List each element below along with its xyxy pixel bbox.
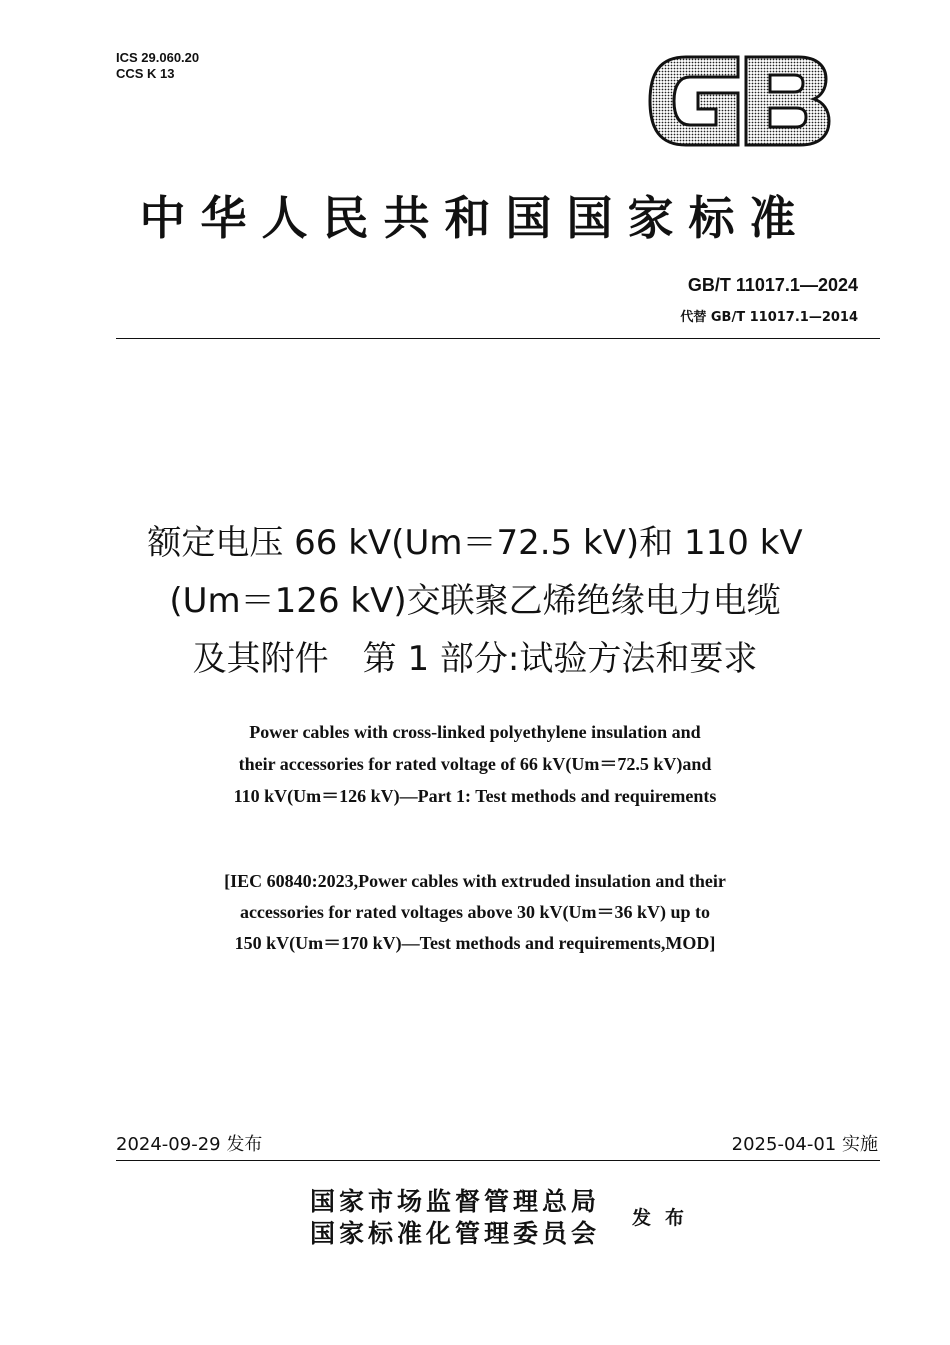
bottom-divider [116, 1160, 880, 1161]
issue-date: 2024-09-29 发布 [116, 1134, 263, 1155]
replaces-standard: 代替 GB/T 11017.1—2014 [680, 310, 858, 325]
iec-reference-line-3: 150 kV(Um＝170 kV)—Test methods and requirements,MOD] [234, 933, 716, 953]
classification-codes [116, 50, 199, 82]
english-title [0, 716, 950, 812]
english-title-line-3: 110 kV(Um＝126 kV)—Part 1: Test methods and requirements [233, 786, 717, 806]
standard-category-title: 中华人民共和国国家标准 [139, 191, 811, 245]
chinese-title [0, 514, 950, 688]
standard-number: GB/T 11017.1—2024 [687, 275, 858, 295]
iec-reference-line-1: [IEC 60840:2023,Power cables with extruded insulation and their [224, 871, 726, 891]
chinese-title-line-3: 及其附件 第 1 部分:试验方法和要求 [192, 639, 758, 679]
issuer-samr: 国家市场监督管理总局 [310, 1187, 601, 1216]
iec-reference [0, 866, 950, 959]
english-title-line-2: their accessories for rated voltage of 66 kV(Um＝72.5 kV)and [238, 754, 712, 774]
issuing-authorities [310, 1186, 600, 1250]
publish-label: 发布 [632, 1207, 699, 1229]
ics-code: ICS 29.060.20 [116, 50, 200, 65]
gb-standard-logo [646, 55, 832, 147]
ccs-code: CCS K 13 [116, 66, 175, 81]
implementation-date: 2025-04-01 实施 [731, 1134, 878, 1155]
chinese-title-line-1: 额定电压 66 kV(Um＝72.5 kV)和 110 kV [147, 523, 803, 563]
issuer-sac: 国家标准化管理委员会 [310, 1219, 601, 1248]
iec-reference-line-2: accessories for rated voltages above 30 kV(Um＝36 kV) up to [239, 902, 711, 922]
chinese-title-line-2: (Um＝126 kV)交联聚乙烯绝缘电力电缆 [169, 581, 781, 621]
english-title-line-1: Power cables with cross-linked polyethylene insulation and [249, 722, 701, 742]
top-divider [116, 338, 880, 339]
